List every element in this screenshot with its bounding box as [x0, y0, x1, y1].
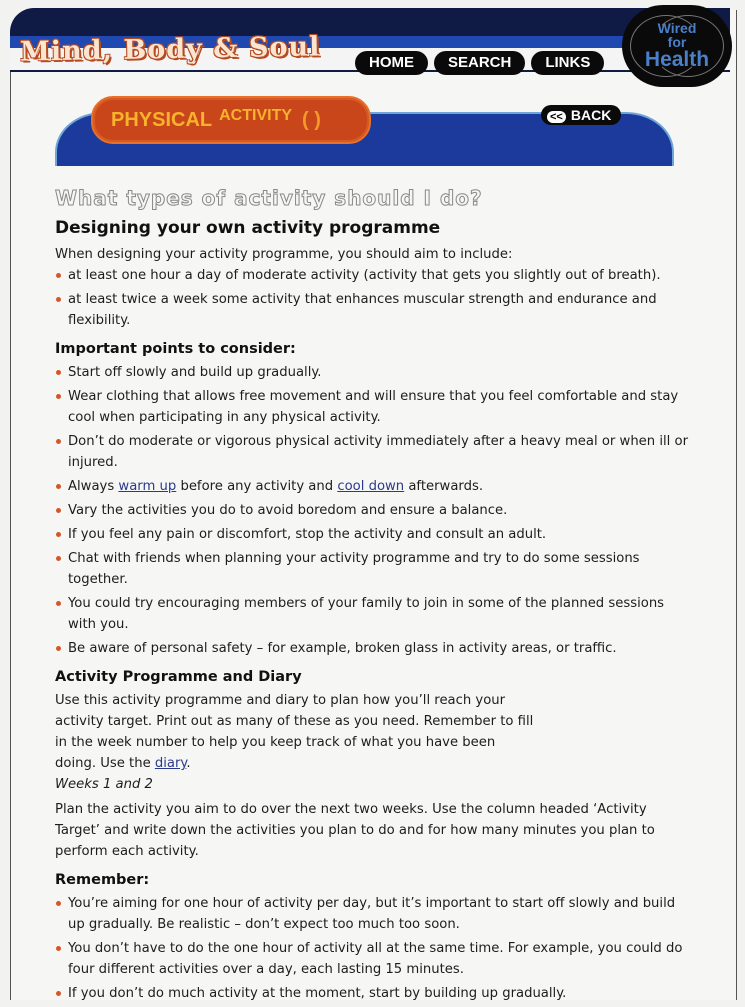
list-item: Start off slowly and build up gradually.: [55, 362, 695, 383]
section-title-physical: PHYSICAL: [111, 108, 213, 131]
warm-up-link[interactable]: warm up: [118, 479, 177, 494]
back-button[interactable]: [541, 105, 621, 125]
diary-text-pre: Use this activity programme and diary to plan how you’ll reach your activity target. Print out as many of these as you need. Remember to fill in the week number to help you keep track of what you have been doing. Use the: [55, 693, 534, 771]
section-title-activity: ACTIVITY: [219, 107, 293, 124]
back-label: BACK: [570, 107, 612, 123]
list-item: at least one hour a day of moderate activity (activity that gets you slightly out of breath).: [55, 265, 695, 286]
list-item: Chat with friends when planning your activity programme and try to do some sessions together.: [55, 548, 695, 590]
wired-for-health-logo[interactable]: [622, 5, 732, 87]
section-title-pill: [91, 96, 371, 144]
diary-text: [55, 690, 535, 774]
double-chevron-left-icon: <<: [547, 111, 566, 123]
warm-post: afterwards.: [404, 479, 484, 494]
remember-heading: Remember:: [55, 872, 150, 888]
cool-down-link[interactable]: cool down: [337, 479, 405, 494]
list-item: You could try encouraging members of your family to join in some of the planned sessions with you.: [55, 593, 695, 635]
badge-arc-right: [652, 15, 724, 77]
badge-line-2: for: [667, 34, 687, 50]
nav-home-button[interactable]: HOME: [355, 51, 428, 75]
warm-mid: before any activity and: [176, 479, 338, 494]
list-item: Wear clothing that allows free movement and will ensure that you feel comfortable and stay cool when participating in any physical activity.: [55, 386, 695, 428]
badge-line-3: Health: [644, 48, 710, 71]
list-item-warm-up: [55, 476, 695, 497]
include-list: [55, 265, 695, 331]
list-item: Be aware of personal safety – for example, broken glass in activity areas, or traffic.: [55, 638, 695, 659]
weeks-label: Weeks 1 and 2: [55, 777, 153, 792]
list-item: at least twice a week some activity that enhances muscular strength and endurance and flexibility.: [55, 289, 695, 331]
remember-list: [55, 893, 695, 1004]
list-item: If you don’t do much activity at the moment, start by building up gradually.: [55, 983, 695, 1004]
points-list: [55, 362, 695, 659]
header-dark-band: [10, 8, 730, 36]
warm-pre: Always: [68, 479, 119, 494]
intro-text: When designing your activity programme, you should aim to include:: [55, 247, 513, 262]
plan-text: Plan the activity you aim to do over the next two weeks. Use the column headed ‘Activity Target’ and write down the activities you plan to do and for how many minutes you plan to perform each activity.: [55, 802, 655, 859]
nav-search-button[interactable]: SEARCH: [434, 51, 525, 75]
nav-links-button[interactable]: LINKS: [531, 51, 604, 75]
refresh-arrows-icon: ( ): [302, 108, 321, 131]
site-logo[interactable]: Mind, Body & Soul: [19, 31, 321, 68]
points-heading: Important points to consider:: [55, 341, 296, 357]
main-content: [55, 186, 695, 1007]
main-nav: [355, 51, 604, 75]
diary-text-post: .: [186, 756, 191, 771]
list-item: You’re aiming for one hour of activity per day, but it’s important to start off slowly and build up gradually. Be realistic – don’t expect too much too soon.: [55, 893, 695, 935]
diary-link[interactable]: diary: [154, 756, 187, 771]
diary-heading: Activity Programme and Diary: [55, 669, 302, 685]
list-item: If you feel any pain or discomfort, stop the activity and consult an adult.: [55, 524, 695, 545]
list-item: Don’t do moderate or vigorous physical activity immediately after a heavy meal or when ill or injured.: [55, 431, 695, 473]
list-item: Vary the activities you do to avoid boredom and ensure a balance.: [55, 500, 695, 521]
page-heading: What types of activity should I do?: [55, 186, 483, 210]
section-heading: Designing your own activity programme: [55, 218, 441, 238]
badge-line-1: Wired: [657, 20, 697, 36]
list-item: You don’t have to do the one hour of activity all at the same time. For example, you could do four different activities over a day, each lasting 15 minutes.: [55, 938, 695, 980]
